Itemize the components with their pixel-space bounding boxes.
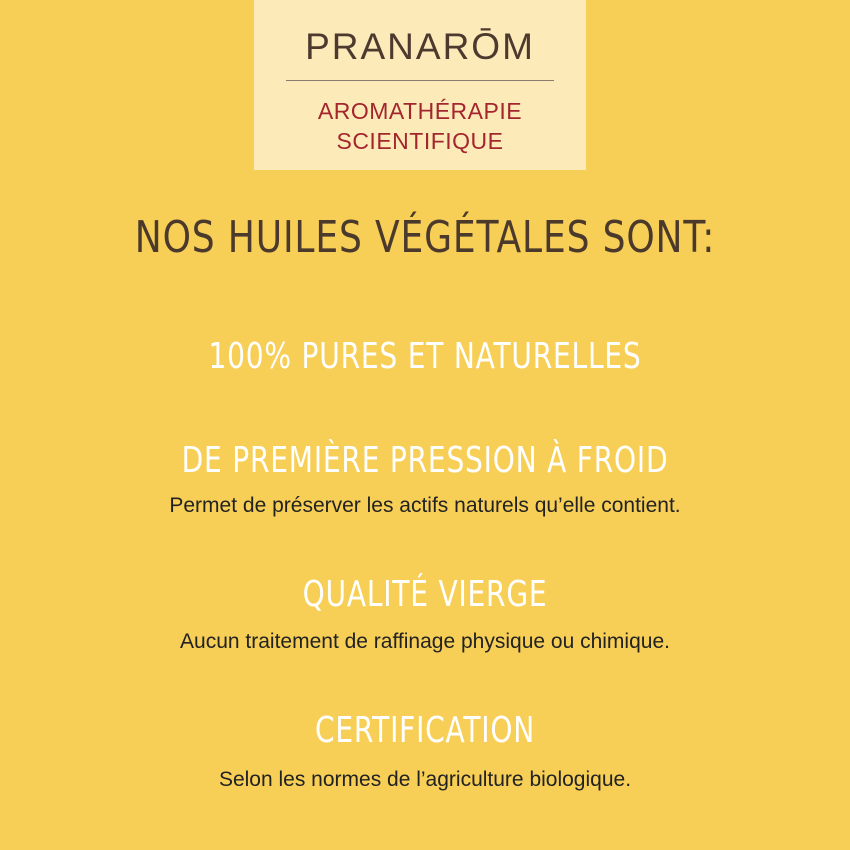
brand-tagline [254, 96, 586, 156]
point-title-pure: 100% PURES ET NATURELLES [208, 336, 642, 377]
point-title-virgin: QUALITÉ VIERGE [302, 574, 548, 615]
tagline-line-1: AROMATHÉRAPIE [317, 98, 523, 124]
brand-name: PRANARŌM [305, 26, 535, 67]
headline: NOS HUILES VÉGÉTALES SONT: [134, 212, 716, 263]
point-desc-virgin: Aucun traitement de raffinage physique ou chimique. [180, 630, 670, 653]
point-desc-certification: Selon les normes de l’agriculture biologique. [218, 768, 632, 791]
point-title-cold-press: DE PREMIÈRE PRESSION À FROID [181, 440, 669, 481]
logo-divider [286, 80, 554, 81]
brand-logo [254, 0, 586, 170]
point-desc-cold-press: Permet de préserver les actifs naturels qu’elle contient. [169, 494, 681, 517]
point-title-certification: CERTIFICATION [314, 710, 536, 751]
tagline-line-2: SCIENTIFIQUE [336, 128, 504, 154]
